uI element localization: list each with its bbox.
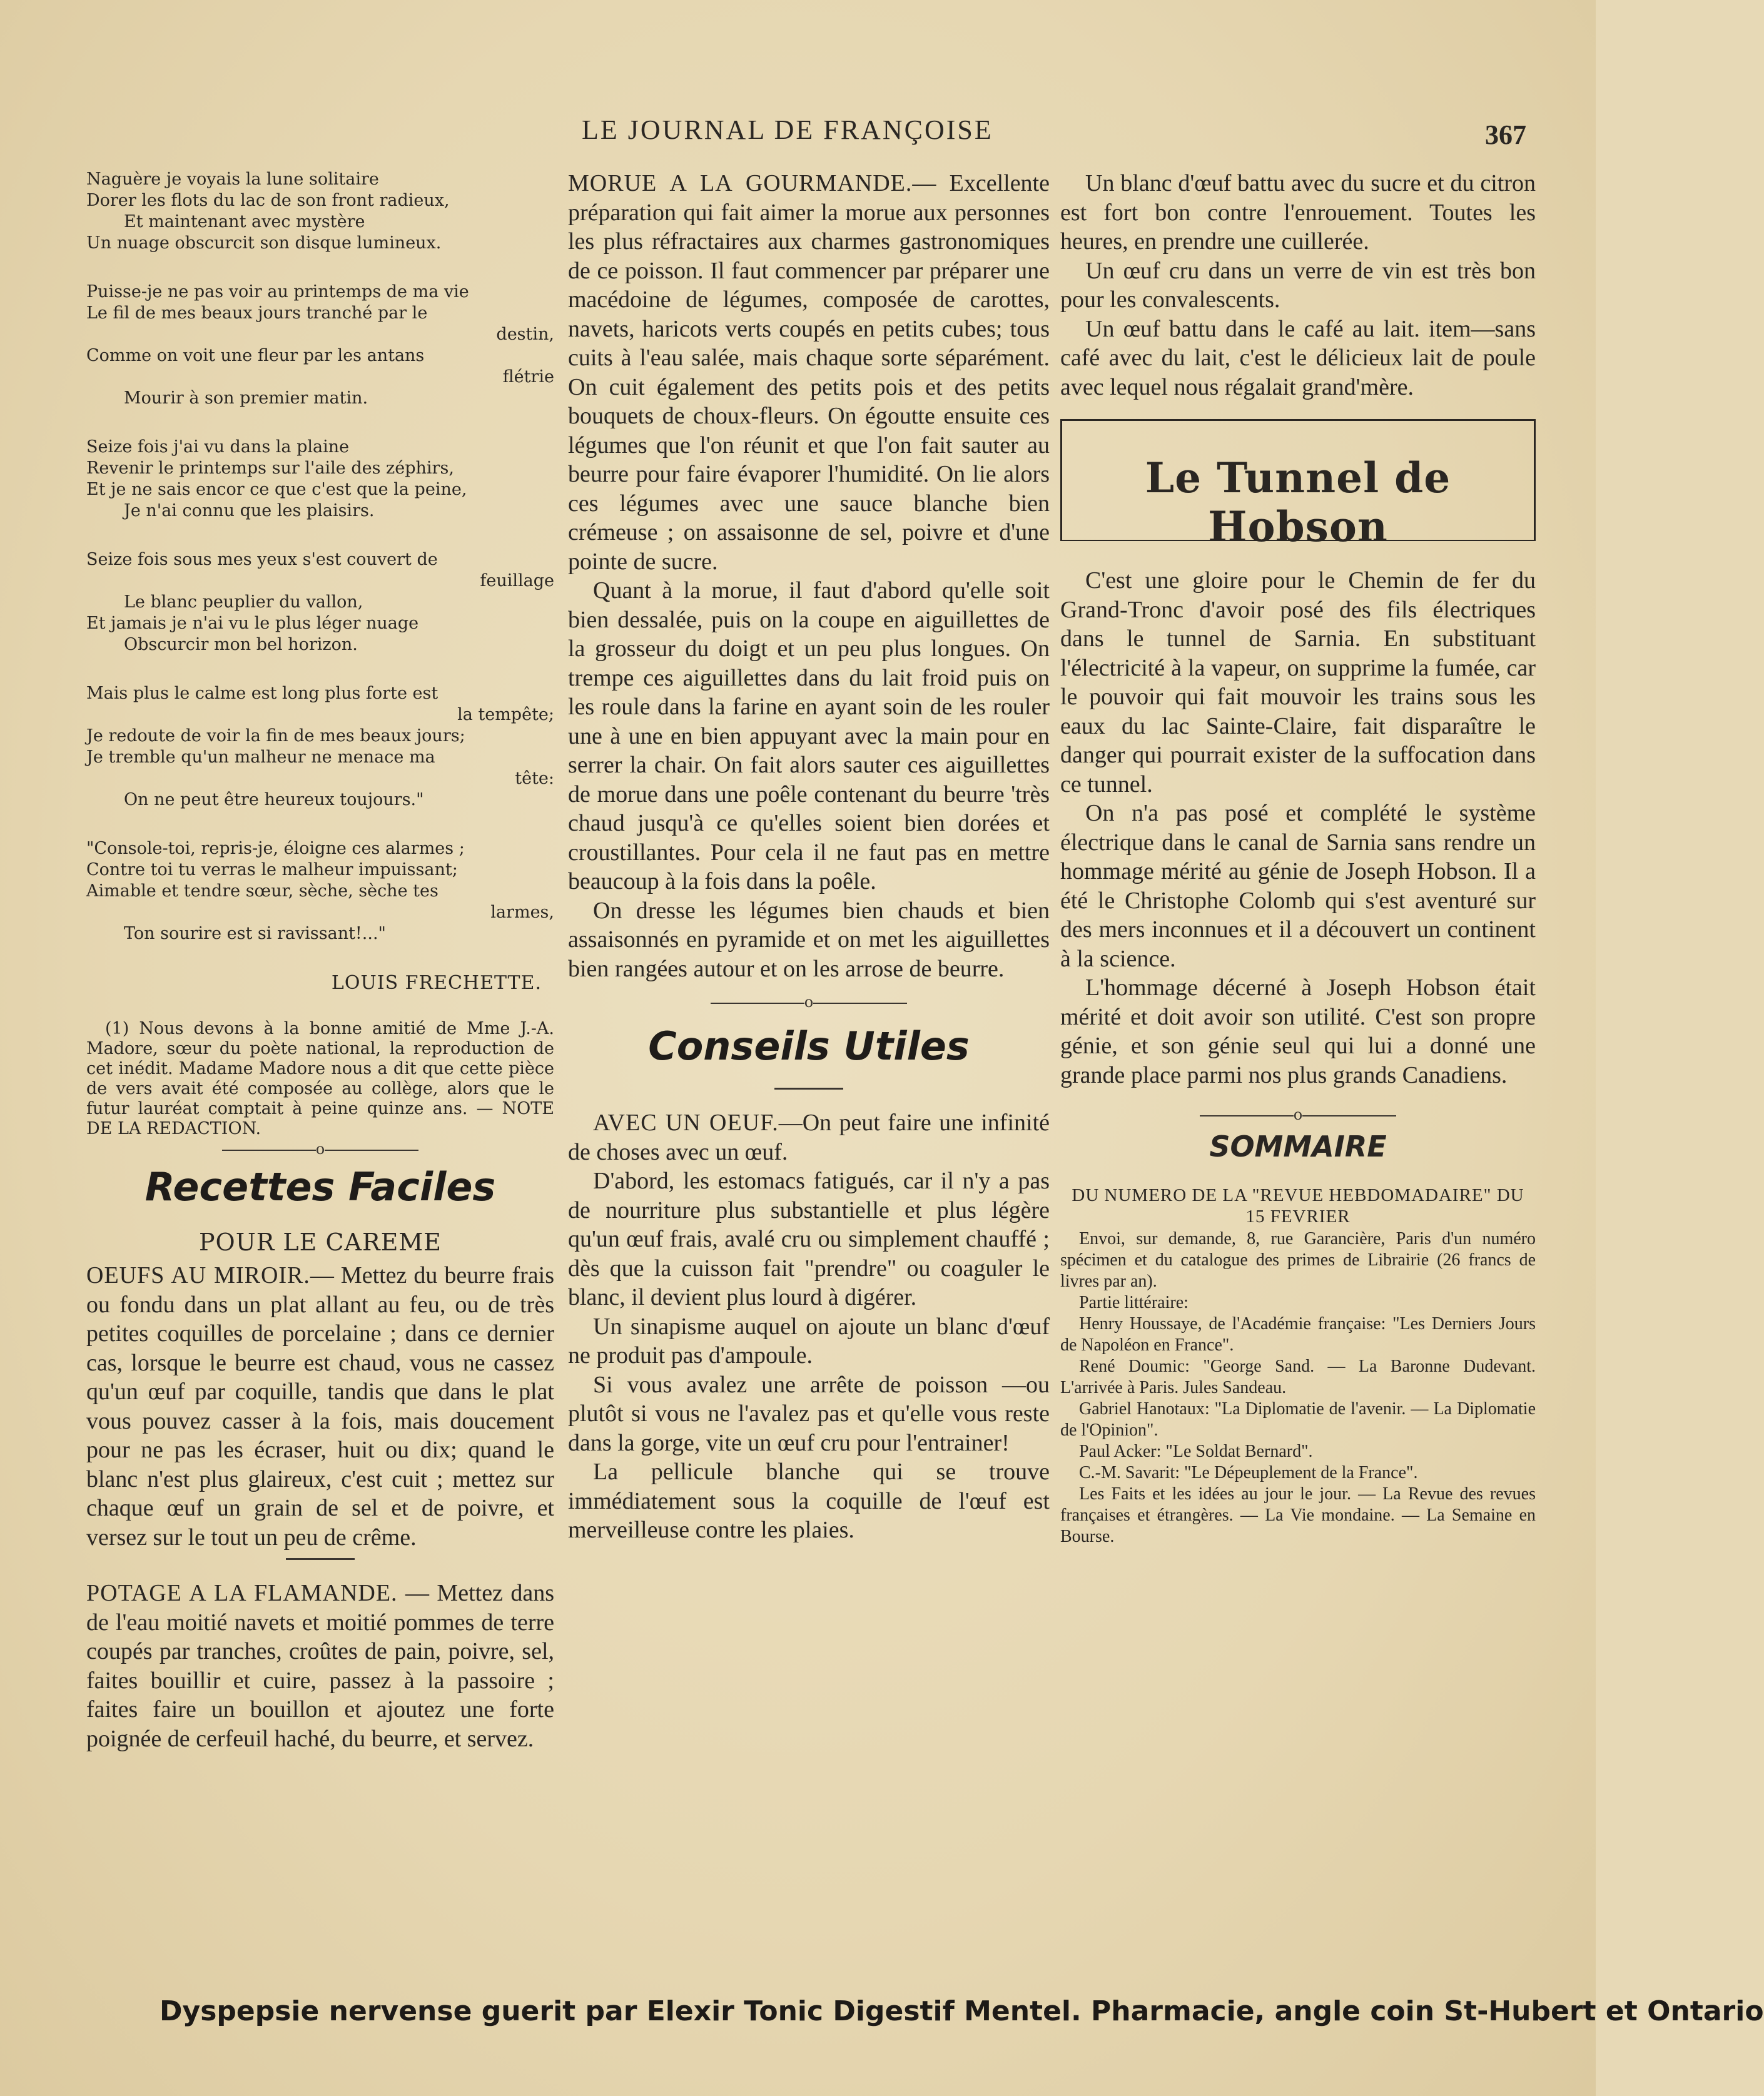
conseils-p2: D'abord, les estomacs fatigués, car il n'y a pas de nourriture plus substantielle et plus légère qu'un œuf frais, avalé cru ou simplement chauffé ; dès que la cuisson fait "prendre" ou coaguler le blanc, il devient plus lourd à digérer.: [568, 1168, 1050, 1310]
poem-stanza: [86, 437, 554, 522]
conseils-p8: Un œuf battu dans le café au lait. item—sans café avec du lait, c'est le délicieux lait de poule avec lequel nous régalait grand'mère.: [1060, 315, 1536, 400]
poem-line: Je n'ai connu que les plaisirs.: [124, 501, 375, 520]
poem-stanza: [86, 169, 554, 254]
poem-line: larmes,: [490, 903, 554, 922]
poem-signature: LOUIS FRECHETTE.: [331, 972, 542, 994]
divider: [774, 1088, 843, 1090]
tunnel-title-box: [1060, 419, 1536, 551]
conseils-lead: AVEC UN OEUF.: [593, 1110, 779, 1136]
separator: [568, 993, 1050, 1011]
conseils-body: [568, 1108, 1050, 1545]
separator: [86, 1140, 554, 1158]
poem-line: Revenir le printemps sur l'aile des zéphirs,: [86, 458, 454, 478]
page-number: 367: [1485, 119, 1526, 150]
poem-line: Seize fois sous mes yeux s'est couvert de: [86, 550, 438, 569]
conseils-p3: Un sinapisme auquel on ajoute un blanc d'œuf ne produit pas d'ampoule.: [568, 1313, 1050, 1369]
tunnel-title: Le Tunnel de Hobson: [1145, 453, 1451, 551]
poem-line: Contre toi tu verras le malheur impuissant;: [86, 860, 458, 879]
conseils-continued: [1060, 169, 1536, 402]
conseils-title: Conseils Utiles: [648, 1023, 970, 1069]
separator: [1060, 1106, 1536, 1123]
poem-line: Comme on voit une fleur par les antans: [86, 346, 425, 365]
column-middle: [568, 169, 1050, 1545]
poem-line: Le fil de mes beaux jours tranché par le: [86, 303, 428, 323]
poem-line: feuillage: [480, 571, 554, 590]
poem-line: Ton sourire est si ravissant!...": [124, 924, 386, 943]
tunnel-p3: L'hommage décerné à Joseph Hobson était mérité et doit avoir son utilité. C'est son propre génie, et son génie seul qui lui a donné une grande place parmi nos plus grands Canadiens.: [1060, 975, 1536, 1088]
recipe-potage-body: — Mettez dans de l'eau moitié navets et moitié pommes de terre coupés par tranches, croûtes de pain, poivre, sel, faites bouillir et cuire, passez à la passoire ; faites faire un bouillon et ajoutez une forte poignée de cerfeuil haché, du beurre, et servez.: [86, 1580, 555, 1752]
recipe-oeufs-title: OEUFS AU MIROIR.: [86, 1262, 310, 1288]
sommaire-heading: DU NUMERO DE LA "REVUE HEBDOMADAIRE" DU 15 FEVRIER: [1072, 1185, 1524, 1227]
tunnel-article: [1060, 566, 1536, 1090]
recipe-potage: [86, 1579, 554, 1753]
column-right: [1060, 169, 1536, 1547]
column-left: [86, 169, 554, 1753]
sommaire-p2: Partie littéraire:: [1079, 1293, 1189, 1312]
poem-line: tête:: [515, 769, 554, 788]
recipe-morue: [568, 169, 1050, 983]
poem-stanza: [86, 683, 554, 811]
poem-line: Je tremble qu'un malheur ne menace ma: [86, 747, 435, 767]
recipe-morue-p3: On dresse les légumes bien chauds et bien assaisonnés en pyramide et on met les aiguillettes bien rangées autour et on les arrose de beurre.: [568, 897, 1050, 982]
sommaire-p5: Gabriel Hanotaux: "La Diplomatie de l'avenir. — La Diplomatie de l'Opinion".: [1060, 1399, 1536, 1440]
poem-line: Je redoute de voir la fin de mes beaux jours;: [86, 726, 465, 746]
advertisement-banner: Dyspepsie nervense guerit par Elexir Tonic Digestif Mentel. Pharmacie, angle coin St-Hubert et Ontario: [160, 1995, 1764, 2027]
separator-mark: o: [315, 1140, 325, 1158]
conseils-p1: —On peut faire une infinité de choses avec un œuf.: [568, 1110, 1050, 1165]
poem-stanza: [86, 281, 554, 409]
poem-line: Le blanc peuplier du vallon,: [124, 592, 363, 612]
conseils-p6: Un blanc d'œuf battu avec du sucre et du citron est fort bon contre l'enrouement. Toutes les heures, en prendre une cuillerée.: [1060, 170, 1536, 255]
recipe-potage-title: POTAGE A LA FLAMANDE.: [86, 1580, 398, 1606]
conseils-p5: La pellicule blanche qui se trouve immédiatement sous la coquille de l'œuf est merveilleuse contre les plaies.: [568, 1459, 1050, 1543]
poem-line: Et je ne sais encor ce que c'est que la peine,: [86, 480, 467, 499]
sommaire-p8: Les Faits et les idées au jour le jour. — La Revue des revues françaises et étrangères. — La Vie mondaine. — La Semaine en Bourse.: [1060, 1484, 1536, 1546]
recipe-morue-p2: Quant à la morue, il faut d'abord qu'elle soit bien dessalée, puis on la coupe en aiguillettes de la grosseur du doigt et un peu plus longues. On trempe ces aiguillettes dans du lait froid puis on les roule dans la farine en ayant soin de les rouler une à une en bien appuyant avec la main pour en serrer la chair. On fait alors sauter ces aiguillettes de morue dans une poêle contenant du beurre 'très chaud jusqu'à ce qu'elles soient bien dorées et croustillantes. Pour cela il ne faut pas en mettre beaucoup à la fois dans la poêle.: [568, 577, 1050, 894]
poem-line: Obscurcir mon bel horizon.: [124, 635, 358, 654]
poem-line: Seize fois j'ai vu dans la plaine: [86, 437, 350, 457]
poem-line: Aimable et tendre sœur, sèche, sèche tes: [86, 881, 438, 901]
separator-mark: o: [804, 993, 814, 1011]
poem-line: Puisse-je ne pas voir au printemps de ma vie: [86, 282, 469, 301]
poem-stanza: [86, 549, 554, 656]
poem-line: Un nuage obscurcit son disque lumineux.: [86, 233, 442, 253]
poem-line: flétrie: [502, 367, 554, 387]
poem-line: destin,: [496, 325, 554, 344]
poem-line: Dorer les flots du lac de son front radieux,: [86, 191, 450, 210]
separator-mark: o: [1293, 1106, 1303, 1123]
poem-line: Et maintenant avec mystère: [124, 212, 365, 231]
sommaire-title: SOMMAIRE: [1209, 1130, 1387, 1163]
conseils-p4: Si vous avalez une arrête de poisson —ou plutôt si vous ne l'avalez pas et qu'elle vous reste dans la gorge, vite un œuf cru pour l'entrainer!: [568, 1371, 1050, 1456]
sommaire-p1: Envoi, sur demande, 8, rue Garancière, Paris d'un numéro spécimen et du catalogue des primes de Librairie (26 francs de livres par an).: [1060, 1229, 1536, 1291]
sommaire-p6: Paul Acker: "Le Soldat Bernard".: [1079, 1442, 1313, 1461]
tunnel-p1: C'est une gloire pour le Chemin de fer du Grand-Tronc d'avoir posé des fils électriques dans le tunnel de Sarnia. En substituant l'électricité à la vapeur, on supprime la fumée, car le pouvoir qui fait mouvoir les trains sous les eaux du lac Sainte-Claire, fait disparaître le danger qui pourrait exister de la suffocation dans ce tunnel.: [1060, 567, 1536, 797]
sommaire-p7: C.-M. Savarit: "Le Dépeuplement de la France".: [1079, 1463, 1418, 1482]
footnote: (1) Nous devons à la bonne amitié de Mme J.-A. Madore, sœur du poète national, la reproduction de cet inédit. Madame Madore nous a dit que cette pièce de vers avait été composée au collège, alors que le futur lauréat comptait à peine quinze ans. — NOTE DE LA REDACTION.: [86, 1019, 554, 1138]
recipe-morue-title: MORUE A LA GOURMANDE.: [568, 170, 913, 196]
recettes-title: Recettes Faciles: [144, 1164, 496, 1210]
conseils-p7: Un œuf cru dans un verre de vin est très bon pour les convalescents.: [1060, 257, 1536, 313]
poem-line: "Console-toi, repris-je, éloigne ces alarmes ;: [86, 839, 465, 858]
tunnel-p2: On n'a pas posé et complété le système électrique dans le canal de Sarnia sans rendre un hommage mérité au génie de Joseph Hobson. Il a été le Christophe Colomb qui s'est aventuré sur des mers inconnues et il a découvert un continent à la science.: [1060, 800, 1536, 972]
poem-line: Mais plus le calme est long plus forte est: [86, 684, 438, 703]
poem-line: On ne peut être heureux toujours.": [124, 790, 424, 809]
sommaire-p3: Henry Houssaye, de l'Académie française: "Les Derniers Jours de Napoléon en France".: [1060, 1314, 1536, 1355]
poem: [86, 169, 554, 944]
recipe-oeufs-body: — Mettez du beurre frais ou fondu dans un plat allant au feu, ou de très petites coquilles de porcelaine ; dans ce dernier cas, lorsque le beurre est chaud, vous ne cassez qu'un œuf par coquille, tandis que dans le plat vous pouvez casser à la fois, mais doucement pour ne pas les écraser, huit ou dix; quand le blanc n'est plus glaireux, c'est cuit ; mettez sur chaque œuf un grain de sel et de poivre, et versez sur le tout un peu de crême.: [86, 1262, 554, 1551]
sommaire-body: [1060, 1185, 1536, 1547]
page-header-title: LE JOURNAL DE FRANÇOISE: [582, 114, 993, 145]
recipe-morue-body: — Excellente préparation qui fait aimer la morue aux personnes les plus réfractaires aux charmes gastronomiques de ce poisson. Il faut commencer par préparer une macédoine de légumes, composée de carottes, navets, haricots verts coupés en petits cubes; tous cuits à l'eau salée, mais chaque sorte séparément. On cuit également des petits pois et des petits bouquets de choux-fleurs. On égoutte ensuite ces légumes que l'on réunit et que l'on fait sauter au beurre pour faire évaporer l'humidité. On lie alors ces légumes avec une sauce blanche bien crémeuse ; on assaisonne de sel, poivre et d'une pointe de sucre.: [568, 170, 1050, 575]
divider: [286, 1558, 355, 1560]
recettes-subheading: POUR LE CAREME: [198, 1228, 442, 1256]
poem-line: la tempête;: [457, 705, 554, 724]
poem-line: Et jamais je n'ai vu le plus léger nuage: [86, 614, 419, 633]
poem-stanza: [86, 838, 554, 944]
sommaire-p4: René Doumic: "George Sand. — La Baronne Dudevant. L'arrivée à Paris. Jules Sandeau.: [1060, 1357, 1536, 1397]
recipe-oeufs: [86, 1261, 554, 1552]
poem-line: Mourir à son premier matin.: [124, 388, 368, 408]
poem-line: Naguère je voyais la lune solitaire: [86, 170, 379, 189]
